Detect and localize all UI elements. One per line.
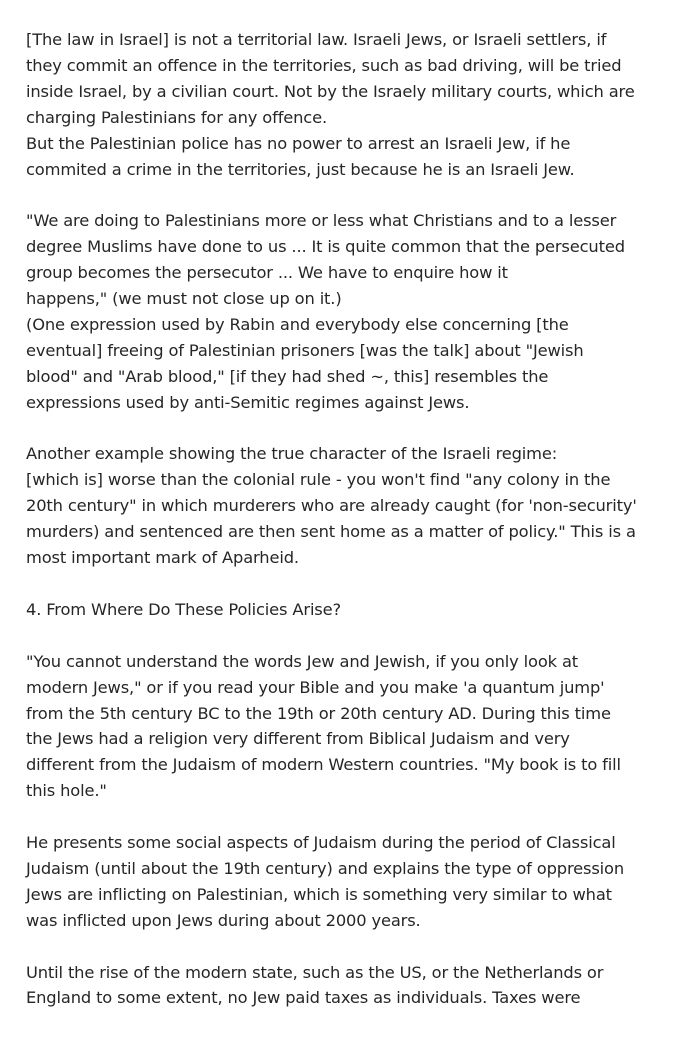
- paragraph-2: [26, 208, 686, 415]
- text-line: 20th century" in which murderers who are already caught (for 'non-security': [26, 496, 637, 516]
- text-line: England to some extent, no Jew paid taxes as individuals. Taxes were: [26, 988, 581, 1008]
- text-line: [The law in Israel] is not a territorial law. Israeli Jews, or Israeli settlers, if: [26, 30, 607, 49]
- document-body: [26, 27, 686, 1037]
- paragraph-4: [26, 649, 686, 804]
- text-line: "We are doing to Palestinians more or less what Christians and to a lesser: [26, 211, 617, 231]
- text-line: most important mark of Aparheid.: [26, 548, 299, 568]
- paragraph-3: [26, 441, 686, 571]
- text-line: they commit an offence in the territories, such as bad driving, will be tried: [26, 55, 622, 75]
- text-line: charging Palestinians for any offence.: [26, 107, 328, 127]
- paragraph-1: [26, 27, 686, 182]
- text-line: murders) and sentenced are then sent home as a matter of policy." This is a: [26, 522, 636, 542]
- text-line: Judaism (until about the 19th century) and explains the type of oppression: [26, 858, 625, 878]
- text-line: commited a crime in the territories, just because he is an Israeli Jew.: [26, 159, 575, 179]
- paragraph-5: [26, 830, 686, 934]
- text-line: this hole.": [26, 781, 107, 801]
- section-heading-text: 4. From Where Do These Policies Arise?: [26, 599, 342, 619]
- text-line: But the Palestinian police has no power to arrest an Israeli Jew, if he: [26, 133, 571, 153]
- text-line: happens," (we must not close up on it.): [26, 289, 342, 309]
- text-line: blood" and "Arab blood," [if they had shed ~, this] resembles the: [26, 366, 549, 386]
- text-line: He presents some social aspects of Judaism during the period of Classical: [26, 833, 616, 853]
- text-line: Until the rise of the modern state, such as the US, or the Netherlands or: [26, 962, 604, 982]
- text-line: "You cannot understand the words Jew and Jewish, if you only look at: [26, 651, 579, 671]
- text-line: expressions used by anti-Semitic regimes against Jews.: [26, 392, 470, 412]
- text-line: Jews are inflicting on Palestinian, which is something very similar to what: [26, 884, 612, 904]
- text-line: Another example showing the true character of the Israeli regime:: [26, 444, 558, 464]
- paragraph-6: [26, 960, 686, 1012]
- text-line: different from the Judaism of modern Western countries. "My book is to fill: [26, 755, 621, 775]
- text-line: inside Israel, by a civilian court. Not by the Israely military courts, which are: [26, 81, 635, 101]
- text-line: eventual] freeing of Palestinian prisoners [was the talk] about "Jewish: [26, 340, 584, 360]
- text-line: from the 5th century BC to the 19th or 20th century AD. During this time: [26, 703, 611, 723]
- text-line: group becomes the persecutor ... We have to enquire how it: [26, 263, 508, 283]
- text-line: degree Muslims have done to us ... It is quite common that the persecuted: [26, 237, 625, 257]
- text-line: (One expression used by Rabin and everybody else concerning [the: [26, 314, 569, 334]
- text-line: the Jews had a religion very different from Biblical Judaism and very: [26, 729, 570, 749]
- section-heading: [26, 597, 686, 623]
- text-line: was inflicted upon Jews during about 2000 years.: [26, 910, 421, 930]
- text-line: [which is] worse than the colonial rule - you won't find "any colony in the: [26, 470, 611, 490]
- text-line: modern Jews," or if you read your Bible and you make 'a quantum jump': [26, 677, 605, 697]
